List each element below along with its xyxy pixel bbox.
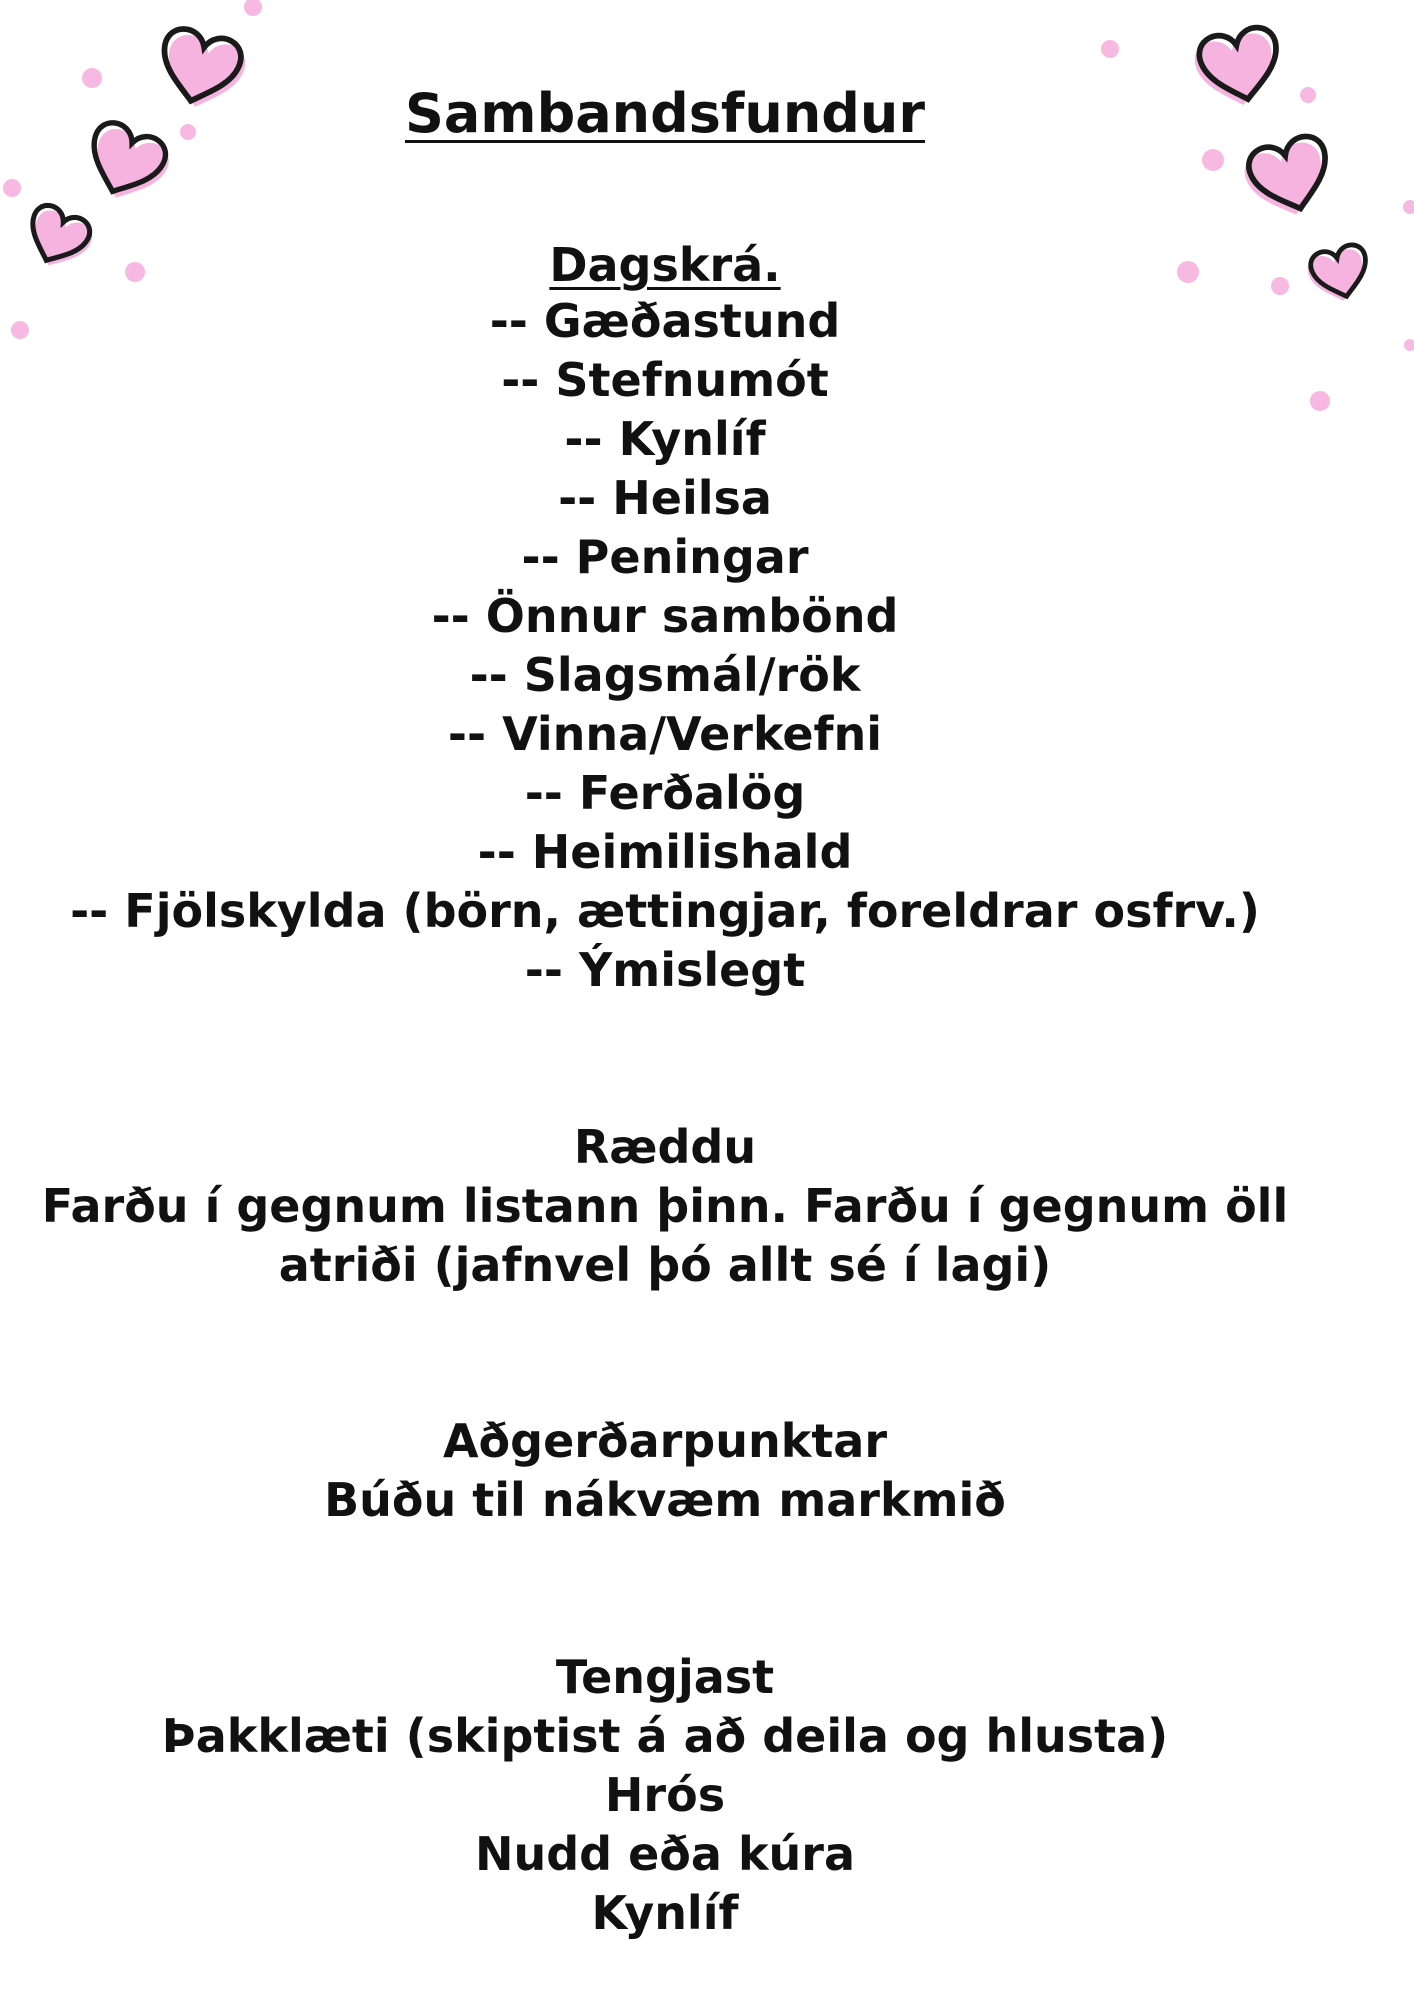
agenda-heading: Dagskrá. (549, 238, 781, 292)
agenda-item: -- Heilsa (558, 471, 772, 525)
agenda-item: -- Ferðalög (524, 766, 806, 820)
connect-line: Kynlíf (591, 1886, 739, 1940)
agenda-item: -- Fjölskylda (börn, ættingjar, foreldrar osfrv.) (70, 884, 1260, 938)
connect-heading: Tengjast (555, 1650, 775, 1704)
connect-line: Nudd eða kúra (474, 1827, 856, 1881)
page-title: Sambandsfundur (404, 82, 926, 145)
action-line: Búðu til nákvæm markmið (324, 1473, 1006, 1527)
agenda-item: -- Vinna/Verkefni (447, 707, 883, 761)
agenda-item: -- Stefnumót (501, 353, 829, 407)
discuss-line: Farðu í gegnum listann þinn. Farðu í gegnum öll (41, 1179, 1289, 1233)
agenda-item: -- Kynlíf (564, 412, 766, 466)
connect-line: Þakklæti (skiptist á að deila og hlusta) (161, 1709, 1169, 1763)
connect-line: Hrós (604, 1768, 726, 1822)
discuss-heading: Ræddu (573, 1120, 757, 1174)
discuss-line: atriði (jafnvel þó allt sé í lagi) (278, 1238, 1052, 1292)
agenda-item: -- Slagsmál/rök (469, 648, 861, 702)
agenda-item: -- Önnur sambönd (431, 589, 899, 643)
agenda-item: -- Ýmislegt (524, 943, 806, 997)
agenda-item: -- Gæðastund (489, 294, 841, 348)
agenda-item: -- Peningar (521, 530, 809, 584)
action-heading: Aðgerðarpunktar (442, 1414, 888, 1468)
agenda-item: -- Heimilishald (477, 825, 853, 879)
